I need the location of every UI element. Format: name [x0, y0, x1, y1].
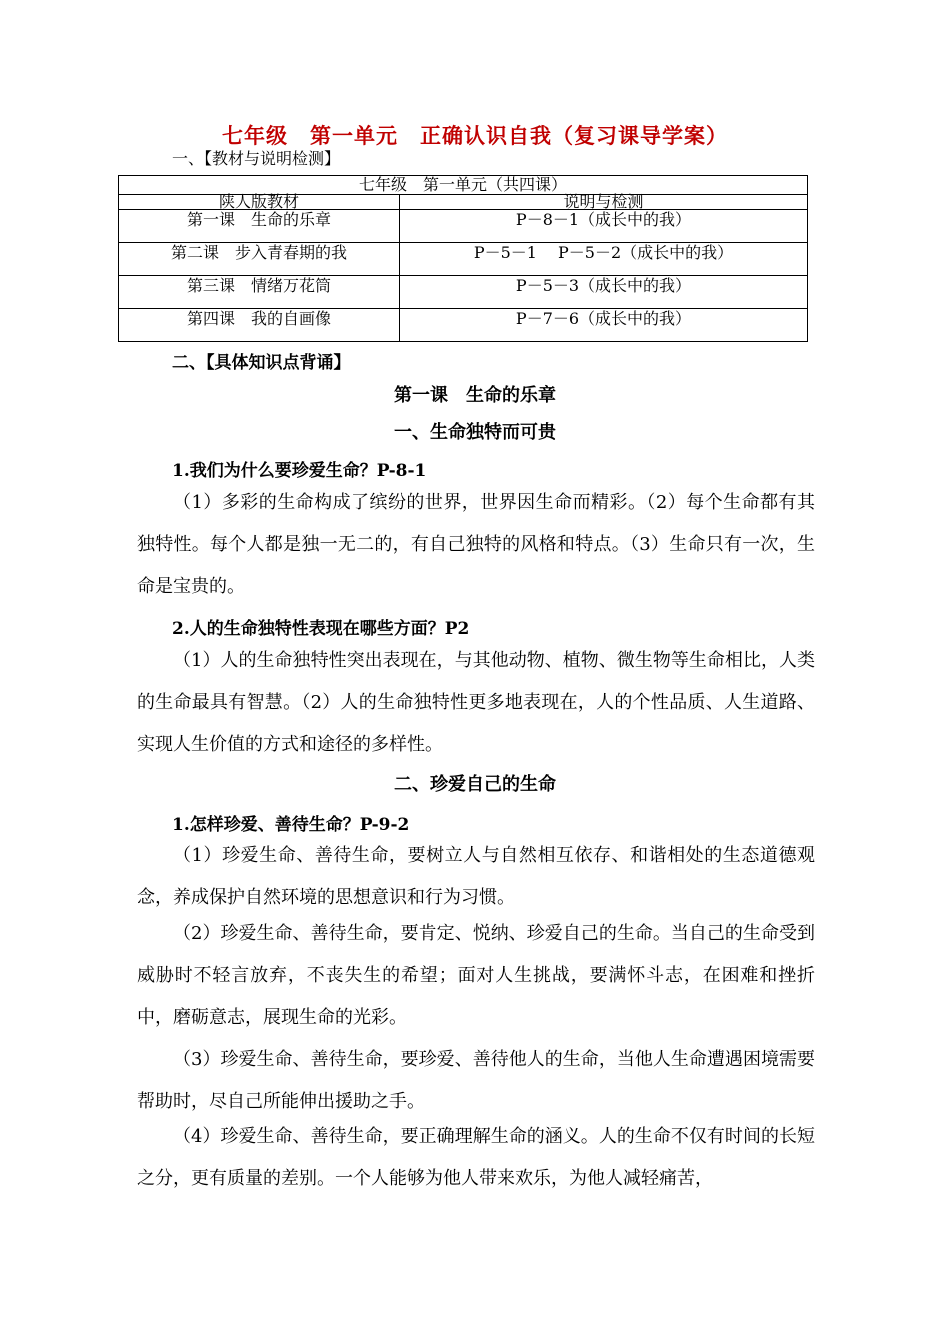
question-2: 2.人的生命独特性表现在哪些方面？P2	[172, 619, 470, 639]
reference-cell: P－7－6（成长中的我）	[400, 309, 808, 342]
lesson-cell: 第一课 生命的乐章	[119, 210, 400, 243]
document-title: 七年级 第一单元 正确认识自我（复习课导学案）	[222, 123, 728, 148]
table-row	[119, 243, 808, 276]
column-header-check: 说明与检测	[400, 195, 808, 210]
section-heading-knowledge-points: 二、【具体知识点背诵】	[172, 353, 351, 373]
question-3: 1.怎样珍爱、善待生命？P-9-2	[172, 815, 410, 835]
table-row	[119, 210, 808, 243]
lesson-title: 第一课 生命的乐章	[394, 385, 556, 406]
answer-paragraph: （1）珍爱生命、善待生命，要树立人与自然相互依存、和谐相处的生态道德观念，养成保护自然环境的思想意识和行为习惯。	[137, 845, 815, 908]
part2-heading: 二、珍爱自己的生命	[394, 774, 556, 795]
table-column-header-row	[119, 195, 808, 210]
table-row	[119, 309, 808, 342]
lesson-cell: 第三课 情绪万花筒	[119, 276, 400, 309]
lesson-cell: 第二课 步入青春期的我	[119, 243, 400, 276]
answer-paragraph: （4）珍爱生命、善待生命，要正确理解生命的涵义。人的生命不仅有时间的长短之分，更有质量的差别。一个人能够为他人带来欢乐，为他人减轻痛苦，	[137, 1126, 815, 1189]
answer-paragraph: （1）多彩的生命构成了缤纷的世界，世界因生命而精彩。（2）每个生命都有其独特性。每个人都是独一无二的，有自己独特的风格和特点。（3）生命只有一次，生命是宝贵的。	[137, 492, 815, 597]
reference-cell: P－5－3（成长中的我）	[400, 276, 808, 309]
reference-cell: P－8－1（成长中的我）	[400, 210, 808, 243]
answer-paragraph: （3）珍爱生命、善待生命，要珍爱、善待他人的生命，当他人生命遭遇困境需要帮助时，尽自己所能伸出援助之手。	[137, 1049, 815, 1112]
lesson-cell: 第四课 我的自画像	[119, 309, 400, 342]
table-main-header: 七年级 第一单元（共四课）	[119, 176, 808, 195]
reference-cell: P－5－1 P－5－2（成长中的我）	[400, 243, 808, 276]
answer-paragraph: （1）人的生命独特性突出表现在，与其他动物、植物、微生物等生命相比，人类的生命最具有智慧。（2）人的生命独特性更多地表现在，人的个性品质、人生道路、实现人生价值的方式和途径的多样性。	[137, 650, 815, 755]
question-1: 1.我们为什么要珍爱生命？P-8-1	[172, 461, 427, 481]
column-header-textbook: 陕人版教材	[119, 195, 400, 210]
part1-heading: 一、生命独特而可贵	[394, 422, 556, 443]
table-row	[119, 276, 808, 309]
curriculum-table	[118, 175, 808, 342]
answer-paragraph: （2）珍爱生命、善待生命，要肯定、悦纳、珍爱自己的生命。当自己的生命受到威胁时不轻言放弃，不丧失生的希望；面对人生挑战，要满怀斗志，在困难和挫折中，磨砺意志，展现生命的光彩。	[137, 923, 815, 1028]
section-heading-textbook-check: 一、【教材与说明检测】	[172, 149, 341, 168]
